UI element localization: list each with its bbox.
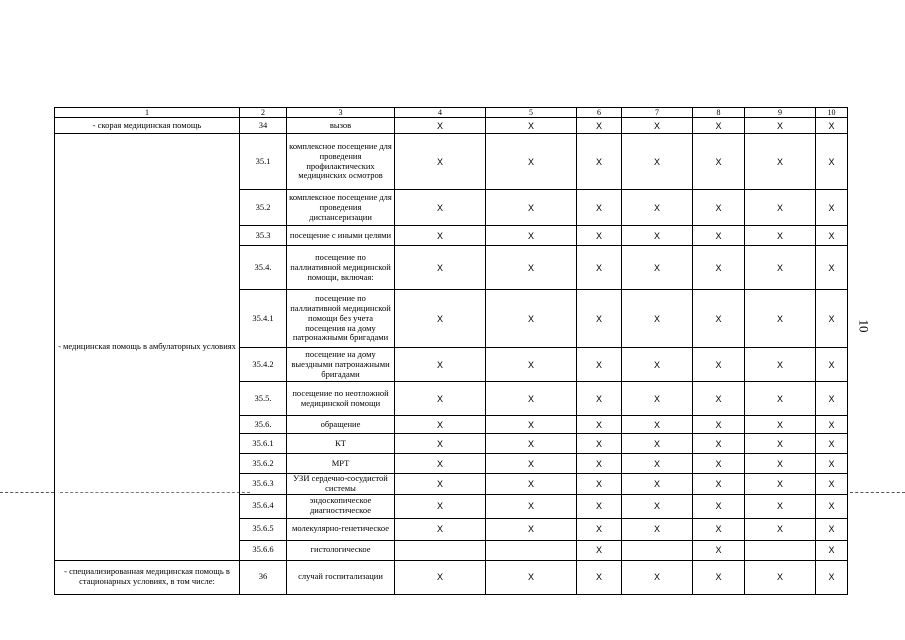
table-cell: X [745,434,816,454]
table-cell: X [693,226,745,246]
row-code: 35.4.2 [240,348,287,382]
table-cell: X [622,290,693,348]
table-cell: X [577,118,622,134]
table-cell [486,540,577,560]
header-cell: 3 [287,108,395,118]
table-cell: X [693,518,745,540]
table-cell: X [693,434,745,454]
row-code: 35.2 [240,190,287,226]
row-unit: гистологическое [287,540,395,560]
table-cell: X [816,226,848,246]
table-cell: X [693,134,745,190]
table-cell: X [745,226,816,246]
table-cell: X [577,494,622,518]
scan-artifact-line [850,492,905,493]
table-cell: X [693,190,745,226]
row-unit: посещение по неотложной медицинской помощи [287,382,395,416]
table-cell: X [693,454,745,474]
row-unit: комплексное посещение для проведения профилактических медицинских осмотров [287,134,395,190]
table-cell: X [577,190,622,226]
table-cell: X [395,494,486,518]
row-unit: эндоскопическое диагностическое [287,494,395,518]
table-cell: X [486,434,577,454]
table-cell: X [622,382,693,416]
header-cell: 9 [745,108,816,118]
table-cell: X [745,474,816,495]
page-number: 10 [856,319,872,333]
row-code: 35.4. [240,246,287,290]
table-cell: X [816,434,848,454]
table-cell: X [395,348,486,382]
table-cell: X [486,226,577,246]
table-cell: X [577,134,622,190]
row-code: 35.6. [240,416,287,434]
row-unit: комплексное посещение для проведения диспансеризации [287,190,395,226]
table-cell: X [622,494,693,518]
table-cell: X [622,474,693,495]
table-cell: X [486,518,577,540]
table-cell: X [577,290,622,348]
row-unit: случай госпитализации [287,560,395,594]
row-code: 35.3 [240,226,287,246]
table-cell: X [622,434,693,454]
table-cell: X [577,540,622,560]
table-cell: X [745,246,816,290]
table-cell: X [486,416,577,434]
table-cell: X [816,348,848,382]
table-cell: X [816,454,848,474]
row-code: 35.6.1 [240,434,287,454]
table-row [55,560,848,594]
table-cell: X [395,474,486,495]
table-cell: X [693,416,745,434]
table-cell: X [395,434,486,454]
table-cell: X [745,518,816,540]
table-cell: X [622,518,693,540]
table-cell: X [577,474,622,495]
table-cell: X [577,518,622,540]
row-code: 35.6.2 [240,454,287,474]
table-cell: X [816,494,848,518]
table-cell: X [577,246,622,290]
table-cell: X [745,134,816,190]
table-cell: X [486,474,577,495]
table-cell: X [693,348,745,382]
header-cell: 4 [395,108,486,118]
table-cell: X [577,226,622,246]
table-cell: X [745,382,816,416]
table-cell: X [693,246,745,290]
table-cell: X [395,560,486,594]
table-cell: X [693,474,745,495]
table-cell: X [816,190,848,226]
table-cell: X [486,348,577,382]
table-cell: X [622,226,693,246]
row-unit: МРТ [287,454,395,474]
row-code: 34 [240,118,287,134]
table-cell: X [745,348,816,382]
table-cell [395,540,486,560]
table-cell: X [395,290,486,348]
table-cell: X [816,540,848,560]
row-code: 35.5. [240,382,287,416]
table-cell: X [622,454,693,474]
header-cell: 5 [486,108,577,118]
table-cell: X [693,290,745,348]
table-cell: X [395,416,486,434]
table-cell: X [395,134,486,190]
table-cell: X [577,560,622,594]
row-unit: УЗИ сердечно-сосудистой системы [287,474,395,495]
table-cell: X [745,190,816,226]
table-cell: X [486,134,577,190]
table-cell: X [486,382,577,416]
table-cell: X [486,190,577,226]
table-cell: X [577,454,622,474]
table-cell: X [745,560,816,594]
table-cell: X [816,118,848,134]
table-cell: X [816,382,848,416]
row-unit: посещение по паллиативной медицинской помощи, включая: [287,246,395,290]
table-cell: X [745,290,816,348]
table-cell: X [395,190,486,226]
row-unit: КТ [287,434,395,454]
table-cell: X [816,134,848,190]
header-row [55,108,848,118]
table-cell: X [486,290,577,348]
table-cell: X [693,494,745,518]
table-cell [622,540,693,560]
table-cell: X [577,416,622,434]
table-cell: X [486,246,577,290]
table-cell: X [693,560,745,594]
table-cell: X [577,348,622,382]
row-unit: молекулярно-генетическое [287,518,395,540]
table-cell: X [816,518,848,540]
table-cell: X [486,560,577,594]
table-cell: X [486,494,577,518]
header-cell: 7 [622,108,693,118]
table-cell: X [395,246,486,290]
scan-artifact-line [0,492,54,493]
row-code: 35.6.3 [240,474,287,495]
table-row [55,118,848,134]
table-cell: X [395,518,486,540]
group-label: - медицинская помощь в амбулаторных условиях [55,134,240,561]
row-unit: посещение по паллиативной медицинской помощи без учета посещения на дому патронажными бригадами [287,290,395,348]
header-cell: 2 [240,108,287,118]
table-cell: X [816,416,848,434]
table-cell: X [622,190,693,226]
group-label: - скорая медицинская помощь [55,118,240,134]
row-code: 35.4.1 [240,290,287,348]
row-unit: посещение на дому выездными патронажными бригадами [287,348,395,382]
table-cell: X [816,246,848,290]
data-table [54,107,848,595]
row-unit: вызов [287,118,395,134]
row-code: 35.6.5 [240,518,287,540]
table-cell: X [693,382,745,416]
table-cell: X [745,118,816,134]
table-cell: X [622,348,693,382]
table-cell: X [622,246,693,290]
row-code: 35.6.6 [240,540,287,560]
table-cell: X [693,118,745,134]
table-cell: X [622,134,693,190]
header-cell: 8 [693,108,745,118]
table-cell: X [622,560,693,594]
table-cell: X [745,454,816,474]
row-code: 36 [240,560,287,594]
table-cell: X [622,416,693,434]
table-cell: X [577,434,622,454]
table-cell: X [693,540,745,560]
table-cell: X [395,382,486,416]
table-cell: X [486,118,577,134]
row-unit: обращение [287,416,395,434]
row-code: 35.6.4 [240,494,287,518]
table-cell [745,540,816,560]
table-cell: X [486,454,577,474]
table-cell: X [816,474,848,495]
row-code: 35.1 [240,134,287,190]
table-cell: X [816,290,848,348]
table-cell: X [395,226,486,246]
row-unit: посещение с иными целями [287,226,395,246]
header-cell: 10 [816,108,848,118]
group-label: - специализированная медицинская помощь в стационарных условиях, в том числе: [55,560,240,594]
table-cell: X [745,416,816,434]
table-cell: X [745,494,816,518]
table-cell: X [577,382,622,416]
table-row [55,134,848,190]
header-cell: 1 [55,108,240,118]
table-cell: X [816,560,848,594]
table-cell: X [622,118,693,134]
header-cell: 6 [577,108,622,118]
table-cell: X [395,454,486,474]
table-cell: X [395,118,486,134]
